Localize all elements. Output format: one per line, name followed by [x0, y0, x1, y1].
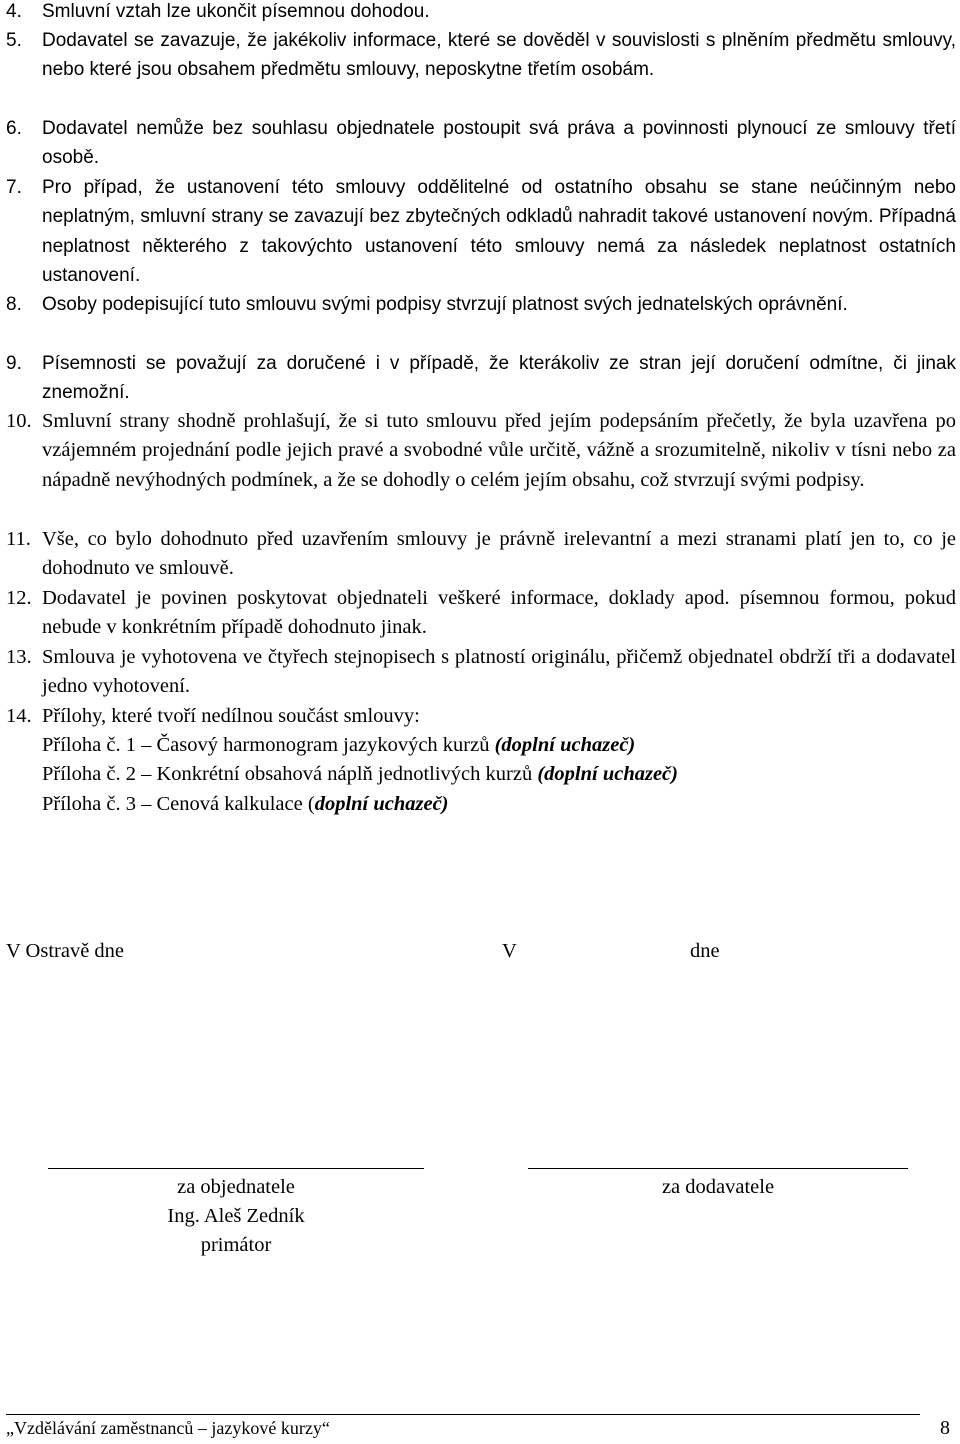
clause-5	[6, 26, 956, 85]
signature-block-right	[528, 1173, 908, 1202]
signature-role: za dodavatele	[661, 1176, 775, 1198]
clause-text: Osoby podepisující tuto smlouvu svými podpisy stvrzují platnost svých jednatelských oprávnění.	[42, 294, 848, 315]
attachment-note: doplní uchazeč)	[314, 793, 449, 815]
attachment-label: Příloha č. 2 – Konkrétní obsahová náplň jednotlivých kurzů	[42, 763, 538, 785]
attachment-3	[42, 790, 449, 819]
signature-line-right	[528, 1168, 908, 1169]
footer-text: „Vzdělávání zaměstnanců – jazykové kurzy“	[6, 1418, 330, 1438]
clause-11	[6, 525, 956, 584]
attachment-1	[42, 731, 635, 760]
clause-7	[6, 173, 956, 290]
clause-13	[6, 643, 956, 702]
clause-text: Smlouva je vyhotovena ve čtyřech stejnopisech s platností originálu, přičemž objednatel obdrží tři a dodavatel jedno vyhotovení.	[42, 646, 956, 698]
clause-text: Pro případ, že ustanovení této smlouvy oddělitelné od ostatního obsahu se stane neúčinným nebo neplatným, smluvní strany se zavazují bez zbytečných odkladů nahradit takové ustanovení novým. Případná neplatnost některého z takovýchto ustanovení této smlouvy nemá za následek neplatnost ostatních ustanovení.	[42, 177, 956, 286]
clause-number: 14.	[6, 705, 32, 727]
attachment-note: (doplní uchazeč)	[494, 734, 636, 756]
clause-text: Přílohy, které tvoří nedílnou součást smlouvy:	[42, 705, 420, 727]
place-left: V Ostravě dne	[6, 940, 125, 962]
clause-text: Dodavatel se zavazuje, že jakékoliv informace, které se dověděl v souvislosti s plněním předmětu smlouvy, nebo které jsou obsahem předmětu smlouvy, neposkytne třetím osobám.	[42, 30, 956, 81]
clause-8	[6, 290, 956, 319]
clause-text: Smluvní vztah lze ukončit písemnou dohodou.	[42, 1, 430, 22]
clause-6	[6, 114, 956, 173]
signature-title: primátor	[200, 1234, 272, 1256]
clause-text: Smluvní strany shodně prohlašují, že si tuto smlouvu před jejím podepsáním přečetly, že byla uzavřena po vzájemném projednání podle jejich pravé a svobodné vůle určitě, vážně a srozumitelně, nikoliv v tísni nebo za nápadně nevýhodných podmínek, a že se dohodly o celém jejím obsahu, což stvrzují svými podpisy.	[42, 410, 956, 491]
attachment-2	[42, 760, 678, 789]
signature-role: za objednatele	[177, 1176, 295, 1198]
attachment-label: Příloha č. 1 – Časový harmonogram jazykových kurzů	[42, 734, 495, 756]
clause-text: Dodavatel nemůže bez souhlasu objednatele postoupit svá práva a povinnosti plynoucí ze smlouvy třetí osobě.	[42, 118, 956, 169]
clause-10	[6, 407, 956, 495]
footer-rule	[6, 1414, 920, 1415]
place-right-v: V	[502, 940, 517, 962]
clause-4	[6, 0, 956, 26]
clause-number: 7.	[6, 177, 22, 198]
clause-number: 10.	[6, 410, 32, 432]
clause-number: 5.	[6, 30, 22, 51]
clause-14	[6, 702, 956, 731]
page-number: 8	[940, 1417, 950, 1439]
place-right-dne: dne	[690, 940, 720, 962]
clause-number: 4.	[6, 1, 22, 22]
signature-name: Ing. Aleš Zedník	[167, 1205, 305, 1227]
clause-text: Písemnosti se považují za doručené i v případě, že kterákoliv ze stran její doručení odmítne, či jinak znemožní.	[42, 353, 956, 404]
clause-number: 12.	[6, 587, 32, 609]
signature-line-left	[48, 1168, 424, 1169]
clause-number: 13.	[6, 646, 32, 668]
signature-block-left	[48, 1173, 424, 1260]
clause-text: Dodavatel je povinen poskytovat objednateli veškeré informace, doklady apod. písemnou formou, pokud nebude v konkrétním případě dohodnuto jinak.	[42, 587, 956, 639]
clause-text: Vše, co bylo dohodnuto před uzavřením smlouvy je právně irelevantní a mezi stranami platí jen to, co je dohodnuto ve smlouvě.	[42, 528, 956, 580]
clause-9	[6, 349, 956, 408]
clause-12	[6, 584, 956, 643]
clause-number: 6.	[6, 118, 22, 139]
attachment-label: Příloha č. 3 – Cenová kalkulace (	[42, 793, 315, 815]
clause-number: 8.	[6, 294, 22, 315]
clause-number: 9.	[6, 353, 22, 374]
clause-number: 11.	[6, 528, 31, 550]
attachment-note: (doplní uchazeč)	[537, 763, 678, 785]
